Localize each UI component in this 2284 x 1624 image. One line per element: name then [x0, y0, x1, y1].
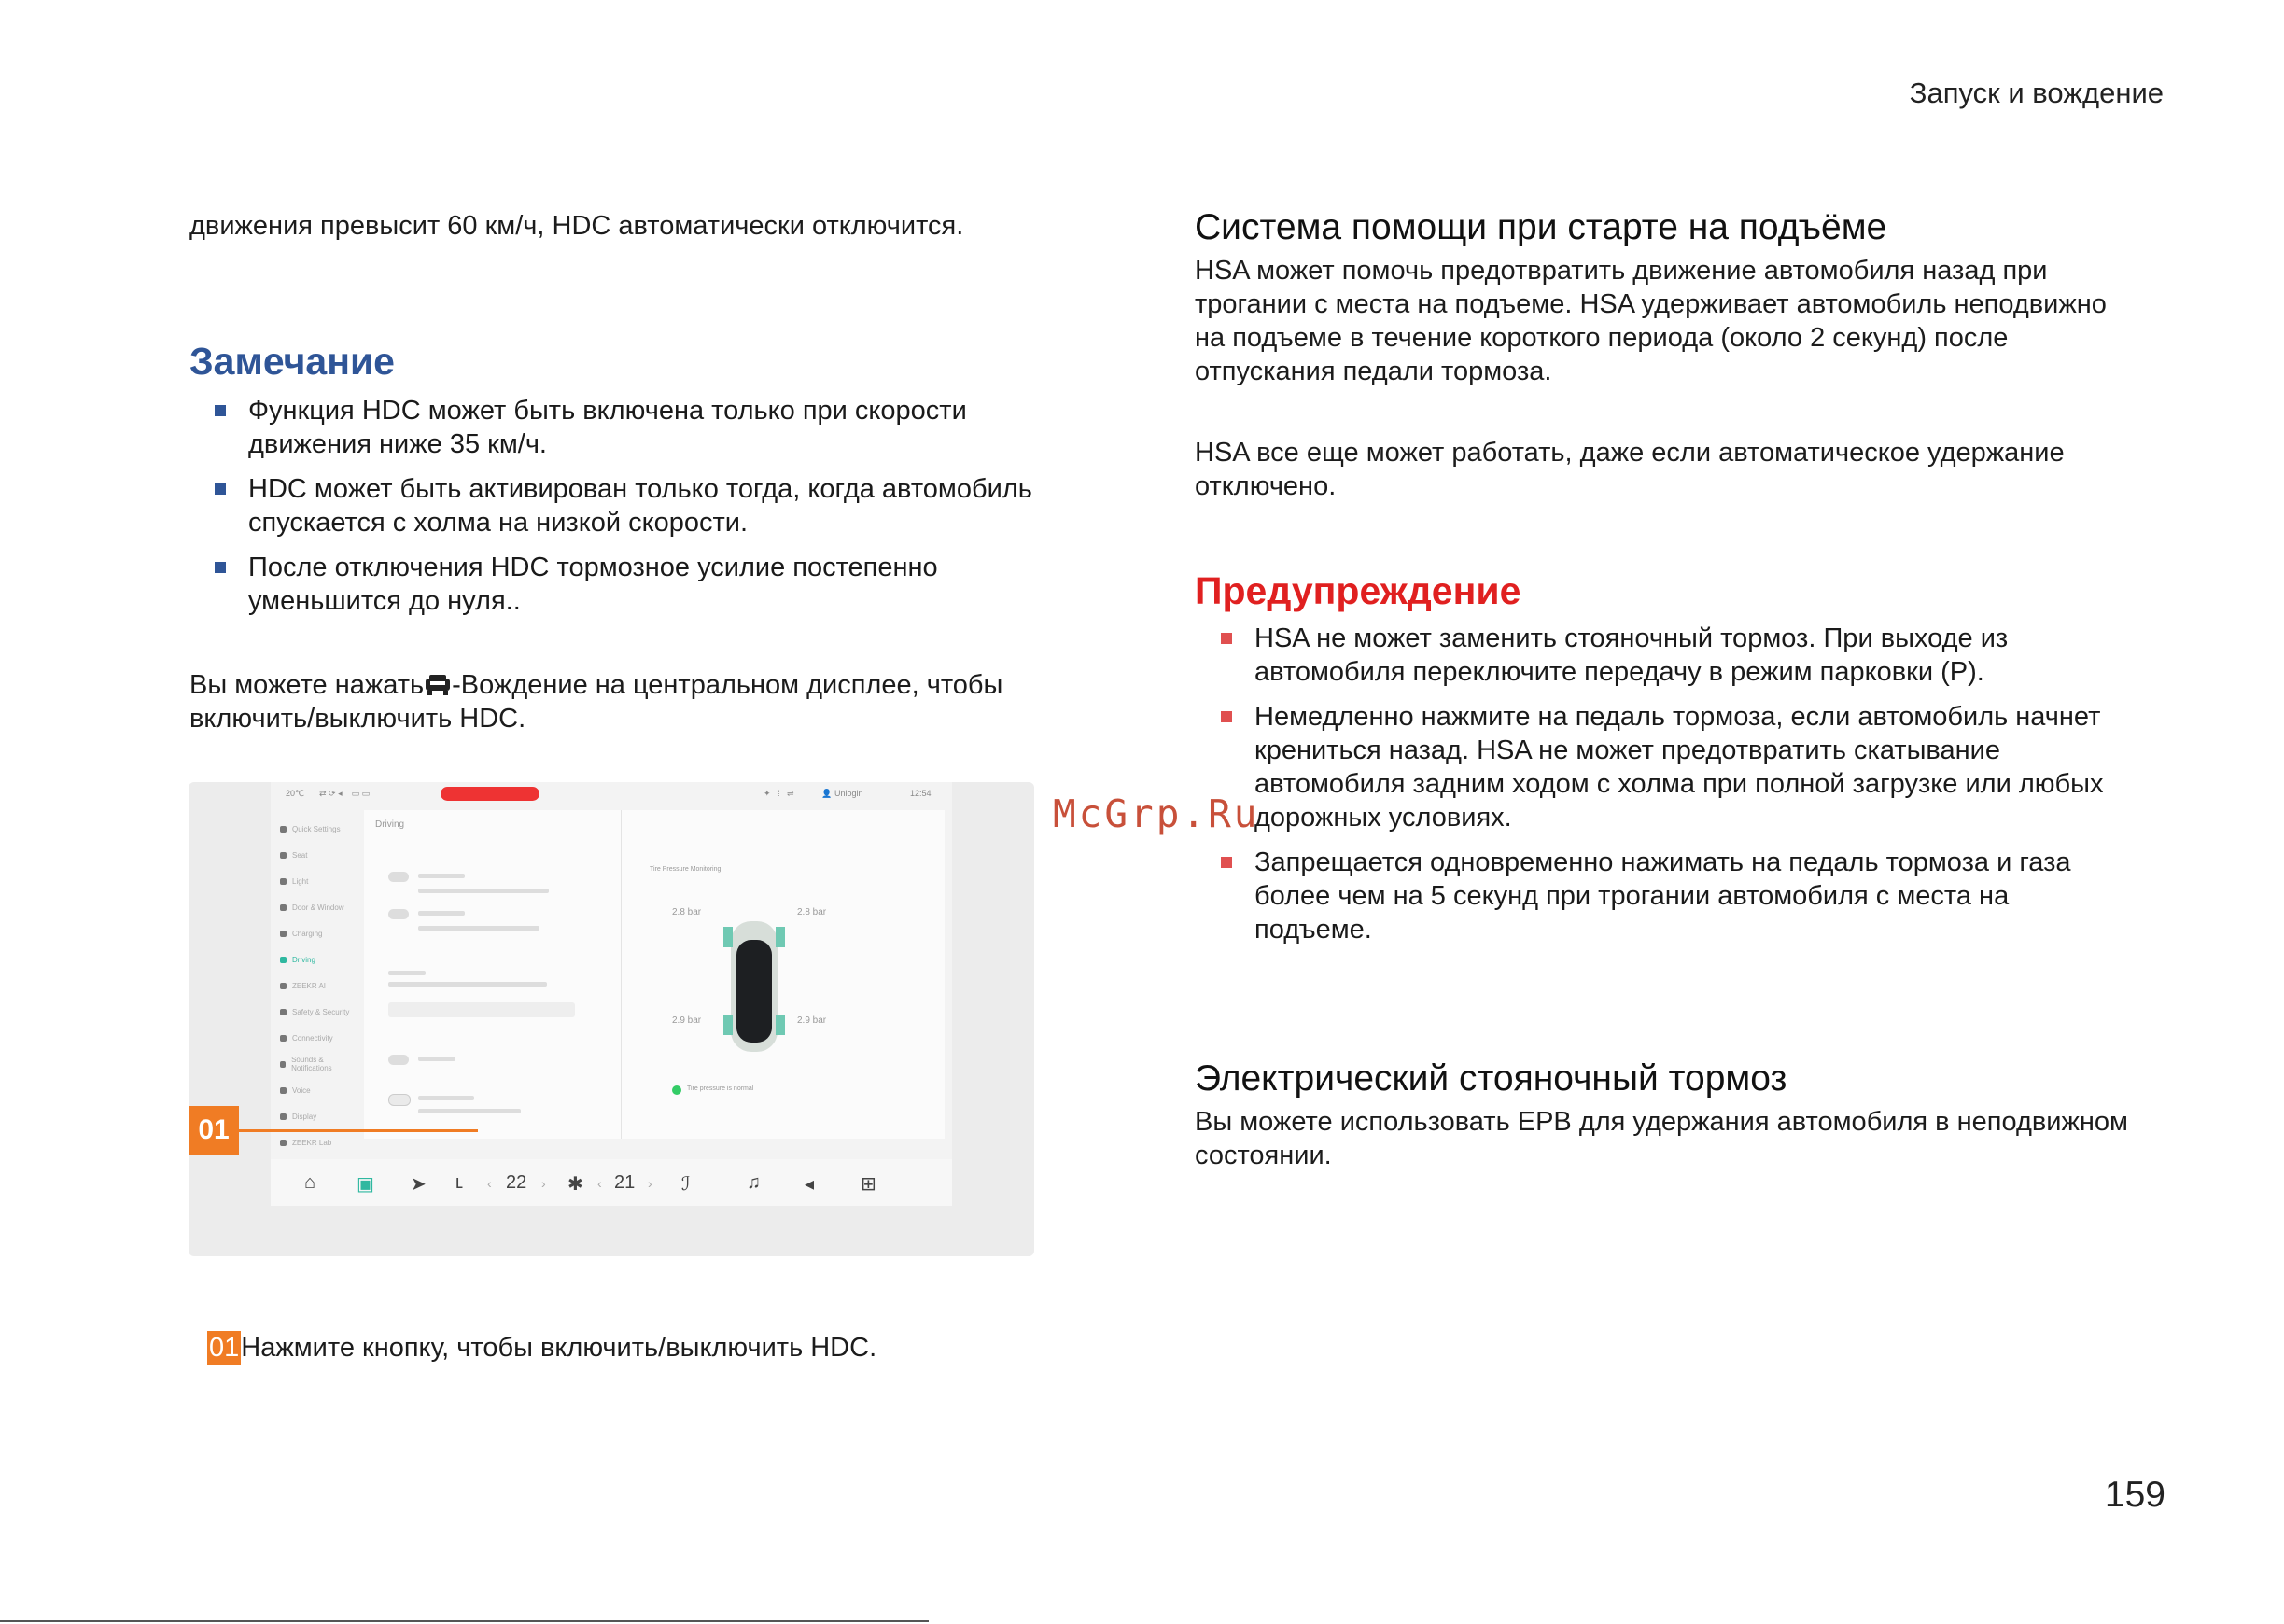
setting-desc	[418, 889, 549, 893]
display-dock	[271, 1159, 952, 1206]
sidebar-item-charging[interactable]: Charging	[280, 920, 357, 946]
panel-title: Driving	[375, 819, 405, 830]
setting-label	[418, 874, 465, 878]
note-item: После отключения HDC тормозное усилие постепенно уменьшится до нуля..	[203, 551, 1090, 618]
status-temperature: 20℃	[286, 789, 305, 798]
warning-list	[1210, 622, 2111, 958]
temp-left-down[interactable]: ‹	[487, 1176, 492, 1191]
apps-icon[interactable]: ⊞	[861, 1174, 876, 1195]
sidebar-item-voice[interactable]: Voice	[280, 1077, 357, 1103]
car-icon	[424, 670, 452, 700]
epb-paragraph: Вы можете использовать EPB для удержания автомобиля в неподвижном состоянии.	[1195, 1107, 2128, 1170]
status-icons: ⇄ ⟳ ◂ ▭ ▭	[319, 789, 371, 798]
figure-caption	[207, 1331, 876, 1365]
setting-label	[418, 911, 465, 916]
door-icon	[280, 904, 287, 911]
sidebar-item-quick-settings[interactable]: Quick Settings	[280, 816, 357, 842]
settings-sidebar	[280, 816, 357, 1147]
sidebar-item-safety[interactable]: Safety & Security	[280, 999, 357, 1025]
display-status-bar	[271, 782, 952, 806]
instruction-paragraph	[189, 668, 1067, 735]
watermark: McGrp.Ru	[1053, 791, 1260, 836]
sidebar-item-light[interactable]: Light	[280, 868, 357, 894]
status-user: Unlogin	[834, 789, 863, 798]
tire-front-left: 2.8 bar	[672, 907, 702, 917]
caption-text: Нажмите кнопку, чтобы включить/выключить HDC.	[241, 1333, 877, 1363]
sidebar-item-driving[interactable]: Driving	[280, 946, 357, 973]
setting-desc	[388, 982, 547, 987]
seat-heat-icon[interactable]: ℐ	[681, 1174, 691, 1195]
mic-icon	[280, 1087, 287, 1094]
temp-left-up[interactable]: ›	[541, 1176, 546, 1191]
hdc-toggle[interactable]	[388, 1094, 411, 1106]
quick-settings-icon	[280, 826, 287, 833]
sidebar-item-door-window[interactable]: Door & Window	[280, 894, 357, 920]
car-icon	[280, 957, 287, 963]
parking-button[interactable]	[388, 1002, 575, 1017]
fan-icon[interactable]: ✱	[567, 1174, 583, 1195]
user-icon: 👤	[821, 789, 833, 798]
music-icon[interactable]: ♫	[747, 1172, 761, 1193]
status-right-icons: ✦ ⁞ ⇌	[764, 789, 794, 798]
warning-item: Немедленно нажмите на педаль тормоза, если автомобиль начнет крениться назад. HSA не может предотвратить скатывание автомобиля задним ходом с холма при полной загрузке или любых дорожных условиях.	[1210, 700, 2111, 834]
tire-status-text: Tire pressure is normal	[687, 1085, 754, 1092]
display-screen	[271, 782, 952, 1206]
seat-icon[interactable]: ʟ	[455, 1172, 464, 1193]
home-icon[interactable]: ⌂	[304, 1172, 316, 1193]
note-heading: Замечание	[189, 340, 395, 383]
tire-pressure-title: Tire Pressure Monitoring	[650, 866, 722, 873]
volume-icon[interactable]: ◂	[805, 1174, 815, 1195]
panel-divider	[621, 810, 622, 1139]
tire-rear-left: 2.9 bar	[672, 1015, 702, 1026]
hdc-desc	[418, 1109, 521, 1113]
ai-icon	[280, 983, 287, 989]
tire-front-right: 2.8 bar	[797, 907, 827, 917]
running-header: Запуск и вождение	[1909, 77, 2164, 109]
wifi-icon	[280, 1035, 287, 1042]
page-number: 159	[2104, 1475, 2165, 1515]
temp-right-down[interactable]: ‹	[597, 1176, 602, 1191]
note-item: Функция HDC может быть включена только при скорости движения ниже 35 км/ч.	[203, 394, 1090, 461]
intro-paragraph: движения превысит 60 км/ч, HDC автоматически отключится.	[189, 211, 964, 241]
sidebar-item-zeekr-ai[interactable]: ZEEKR AI	[280, 973, 357, 999]
speaker-icon	[280, 1061, 286, 1068]
instruction-part1: Вы можете нажать	[189, 670, 425, 700]
charging-icon	[280, 931, 287, 937]
hsa-paragraph-2: HSA все еще может работать, даже если автоматическое удержание отключено.	[1195, 438, 2065, 501]
callout-leader-line	[239, 1129, 478, 1132]
epb-heading: Электрический стояночный тормоз	[1195, 1058, 1787, 1099]
shield-icon	[280, 1009, 287, 1015]
temp-right-up[interactable]: ›	[648, 1176, 652, 1191]
sidebar-item-connectivity[interactable]: Connectivity	[280, 1025, 357, 1051]
warning-item: HSA не может заменить стояночный тормоз. При выходе из автомобиля переключите передачу в режим парковки (P).	[1210, 622, 2111, 689]
sidebar-item-sounds[interactable]: Sounds & Notifications	[280, 1051, 357, 1077]
warning-heading: Предупреждение	[1195, 569, 1521, 612]
toggle-auto-hold[interactable]	[388, 909, 409, 919]
status-alert-pill	[441, 787, 539, 801]
sidebar-item-display[interactable]: Display	[280, 1103, 357, 1129]
tire-rear-right: 2.9 bar	[797, 1015, 827, 1026]
instruction-part2: -Вождение на центральном дисплее, чтобы включить/выключить HDC.	[189, 670, 1003, 734]
note-list	[203, 394, 1090, 629]
status-time: 12:54	[910, 789, 932, 798]
note-item: HDC может быть активирован только тогда, когда автомобиль спускается с холма на низкой скорости.	[203, 472, 1090, 539]
seat-icon	[280, 852, 287, 859]
sidebar-item-zeekr-lab[interactable]: ZEEKR Lab	[280, 1129, 357, 1155]
temp-left-value: 22	[506, 1172, 527, 1193]
setting-label	[388, 971, 426, 975]
setting-desc	[418, 926, 539, 931]
navigation-icon[interactable]: ➤	[411, 1174, 427, 1195]
tire-status-icon	[672, 1085, 681, 1095]
caption-badge: 01	[209, 1333, 240, 1363]
center-display-screenshot	[189, 782, 1034, 1256]
light-icon	[280, 878, 287, 885]
toggle-esc[interactable]	[388, 1055, 409, 1065]
hsa-heading: Система помощи при старте на подъёме	[1195, 207, 1887, 247]
warning-item: Запрещается одновременно нажимать на педаль тормоза и газа более чем на 5 секунд при трогании автомобиля с места на подъеме.	[1210, 846, 2111, 946]
footer-rule	[0, 1620, 929, 1622]
driving-panel	[364, 810, 945, 1139]
setting-label	[418, 1057, 455, 1061]
toggle-one-pedal[interactable]	[388, 872, 409, 882]
car-top-view	[722, 903, 787, 1061]
sidebar-item-seat[interactable]: Seat	[280, 842, 357, 868]
hdc-label	[418, 1096, 474, 1100]
lab-icon	[280, 1140, 287, 1146]
car-icon[interactable]: ▣	[357, 1174, 374, 1195]
hsa-paragraph-1: HSA может помочь предотвратить движение автомобиля назад при трогании с места на подъеме. HSA удерживает автомобиль неподвижно на подъеме в течение короткого периода (около 2 секунд) после отпускания педали тормоза.	[1195, 256, 2107, 386]
temp-right-value: 21	[614, 1172, 636, 1193]
callout-badge: 01	[189, 1106, 239, 1155]
display-icon	[280, 1113, 287, 1120]
